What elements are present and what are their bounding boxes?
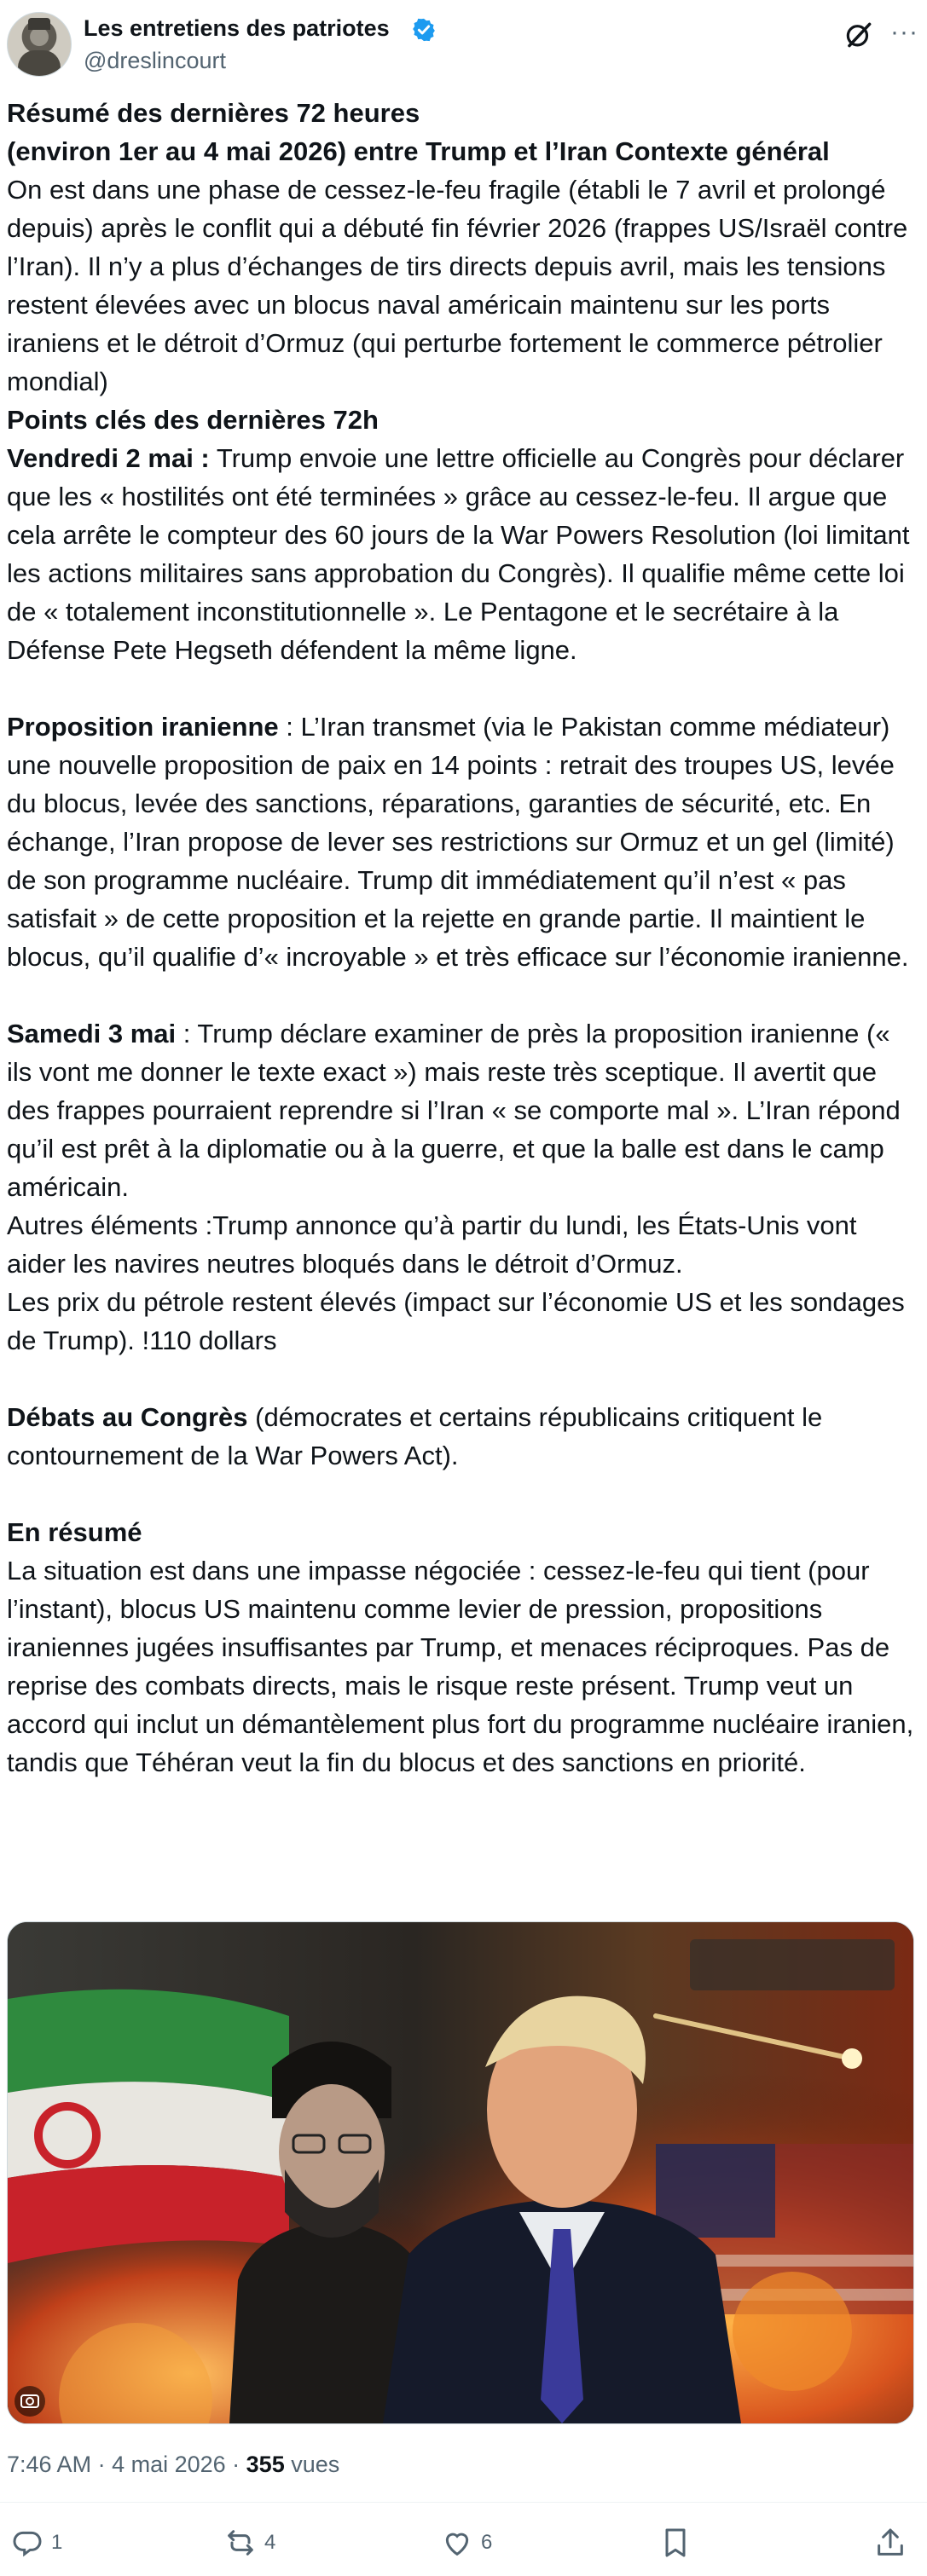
oil-prices-paragraph: Les prix du pétrole restent élevés (impact sur l’économie US et les sondages de Trump). !110 dollars [7, 1287, 905, 1355]
context-paragraph: On est dans une phase de cessez-le-feu fragile (établi le 7 avril et prolongé depuis) après le conflit qui a débuté fin février 2026 (frappes US/Israël contre l’Iran). Il n’y a plus d’échanges de tirs directs depuis avril, mais les tensions restent élevées avec un blocus naval américain maintenu sur les ports iraniens et le détroit d’Ormuz (qui perturbe fortement le commerce pétrolier mondial) [7, 175, 908, 396]
congress-paragraph [7, 1398, 919, 1475]
reply-button[interactable] [10, 2521, 62, 2564]
tweet-date[interactable]: 4 mai 2026 [112, 2452, 226, 2477]
paragraph-gap [7, 669, 919, 708]
author-handle[interactable]: @dreslincourt [84, 48, 226, 73]
share-button[interactable] [873, 2521, 914, 2564]
saturday-text: : Trump déclare examiner de près la proposition iranienne (« ils vont me donner le texte exact ») mais reste très sceptique. Il avertit que des frappes pourraient reprendre si l’Iran « se comporte mal ». L’Iran répond qu’il est prêt à la diplomatie ou à la guerre, et que la balle est dans le camp américain. [7, 1019, 901, 1202]
tweet-text [7, 94, 919, 1782]
verified-badge-icon [411, 17, 437, 43]
summary-paragraph: La situation est dans une impasse négociée : cessez-le-feu qui tient (pour l’instant), blocus US maintenu comme levier de pression, propositions iraniennes jugées insuffisantes par Trump, et menaces réciproques. Pas de reprise des combats directs, mais le risque reste présent. Trump veut un accord qui inclut un démantèlement plus fort du programme nucléaire iranien, tandis que Téhéran veut la fin du blocus et des sanctions en priorité. [7, 1556, 914, 1777]
friday-label: Vendredi 2 mai : [7, 443, 210, 473]
congress-label: Débats au Congrès [7, 1402, 248, 1432]
congress-text: (démocrates et certains républicains critiquent le contournement de la War Powers Act). [7, 1402, 823, 1470]
repost-icon [223, 2526, 258, 2560]
media-illustration [8, 1922, 913, 2423]
meta-separator: · [91, 2452, 113, 2477]
paragraph-gap [7, 1360, 919, 1398]
friday-paragraph [7, 439, 919, 669]
proposal-label: Proposition iranienne [7, 712, 279, 742]
tweet-title-line-2: (environ 1er au 4 mai 2026) entre Trump et l’Iran Contexte général [7, 136, 830, 166]
points-heading: Points clés des dernières 72h [7, 405, 379, 435]
avatar[interactable] [7, 12, 72, 77]
summary-heading: En résumé [7, 1517, 142, 1547]
avatar-cap-shape [28, 18, 50, 30]
views-count: 355 [246, 2452, 285, 2477]
like-button[interactable] [440, 2521, 492, 2564]
heart-icon [440, 2526, 474, 2560]
bookmark-button[interactable] [658, 2521, 699, 2564]
avatar-coat-shape [18, 50, 61, 77]
tweet-meta [7, 2452, 339, 2478]
reply-icon [10, 2526, 44, 2560]
grok-icon[interactable] [843, 19, 875, 51]
other-elements-paragraph: Autres éléments :Trump annonce qu’à partir du lundi, les États-Unis vont aider les navires neutres bloqués dans le détroit d’Ormuz. [7, 1210, 857, 1279]
divider [0, 2502, 927, 2503]
views-label: vues [284, 2452, 340, 2477]
tweet-header [7, 12, 919, 80]
author-name[interactable]: Les entretiens des patriotes [84, 15, 390, 41]
saturday-label: Samedi 3 mai [7, 1019, 177, 1048]
tweet-title-line-1: Résumé des dernières 72 heures [7, 98, 420, 128]
paragraph-gap [7, 976, 919, 1014]
tweet-time[interactable]: 7:46 AM [7, 2452, 92, 2477]
paragraph-gap [7, 1475, 919, 1513]
iran-flag-icon [8, 1990, 289, 2263]
proposal-paragraph [7, 708, 919, 976]
more-icon[interactable]: ··· [890, 18, 918, 46]
reply-count: 1 [51, 2531, 63, 2554]
action-bar [0, 2521, 927, 2564]
friday-text: Trump envoie une lettre officielle au Congrès pour déclarer que les « hostilités ont été terminées » grâce au cessez-le-feu. Il argue que cela arrête le compteur des 60 jours de la War Powers Resolution (loi limitant les actions militaires sans approbation du Congrès). Il qualifie même cette loi de « totalement inconstitutionnelle ». Le Pentagone et le secrétaire à la Défense Pete Hegseth défendent la même ligne. [7, 443, 910, 665]
bookmark-icon [658, 2526, 692, 2560]
tweet-media-image[interactable] [7, 1921, 914, 2424]
like-count: 6 [481, 2531, 493, 2554]
share-icon [873, 2526, 907, 2560]
saturday-paragraph [7, 1014, 919, 1206]
repost-button[interactable] [223, 2521, 275, 2564]
camera-icon[interactable] [14, 2386, 45, 2417]
meta-separator: · [225, 2452, 246, 2477]
repost-count: 4 [264, 2531, 276, 2554]
proposal-text: : L’Iran transmet (via le Pakistan comme médiateur) une nouvelle proposition de paix en 14 points : retrait des troupes US, levée du blocus, levée des sanctions, réparations, garanties de sécurité, etc. En échange, l’Iran propose de lever ses restrictions sur Ormuz et un gel (limité) de son programme nucléaire. Trump dit immédiatement qu’il n’est « pas satisfait » de cette proposition et la rejette en grande partie. Il maintient le blocus, qu’il qualifie d’« incroyable » et très efficace sur l’économie iranienne. [7, 712, 909, 972]
